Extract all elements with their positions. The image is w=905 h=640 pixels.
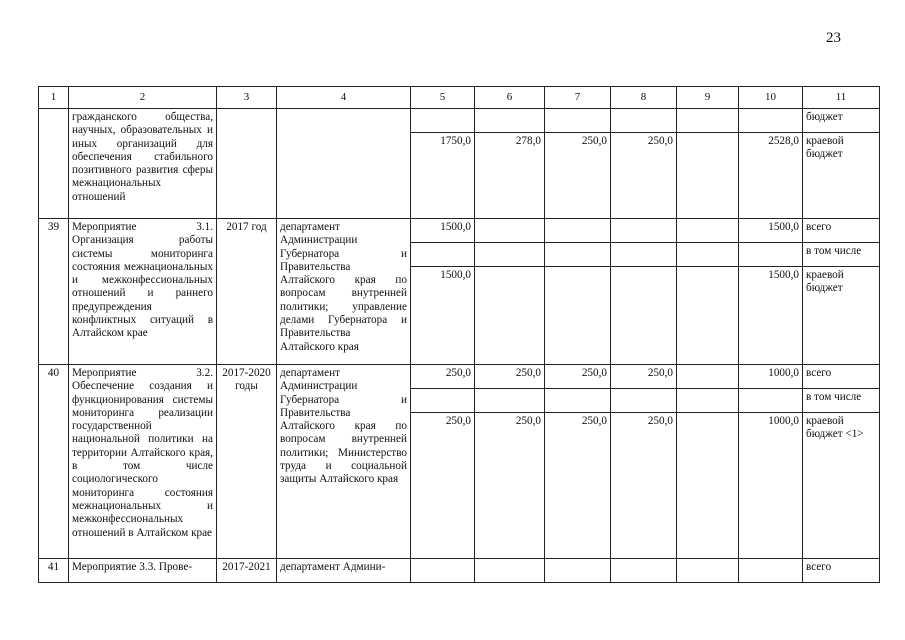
row-index-cell: [39, 109, 69, 219]
table-row: [39, 109, 880, 133]
value-cell: [545, 389, 611, 413]
column-header: 2: [69, 87, 217, 109]
table-row: [39, 219, 880, 243]
value-cell: [475, 109, 545, 133]
value-cell: 1500,0: [411, 267, 475, 365]
value-cell: [411, 389, 475, 413]
column-header: 10: [739, 87, 803, 109]
value-cell: 250,0: [611, 365, 677, 389]
value-cell: 250,0: [475, 413, 545, 559]
executor-cell: департамент Админи-: [277, 559, 411, 583]
value-cell: [611, 559, 677, 583]
value-cell: [677, 413, 739, 559]
funding-source-cell: краевой бюджет: [803, 267, 880, 365]
program-table: [38, 86, 880, 583]
value-cell: 1000,0: [739, 413, 803, 559]
table-row: [39, 365, 880, 389]
column-header: 4: [277, 87, 411, 109]
value-cell: [739, 389, 803, 413]
value-cell: [545, 243, 611, 267]
page-number: 23: [826, 30, 841, 46]
value-cell: [677, 109, 739, 133]
value-cell: [611, 243, 677, 267]
value-cell: [611, 219, 677, 243]
executor-cell: департамент Администрации Губернатора и Правительства Алтайского края по вопросам внутренней политики; Министерство труда и социальной защиты Алтайского края: [277, 365, 411, 559]
row-index-cell: 41: [39, 559, 69, 583]
value-cell: [677, 365, 739, 389]
value-cell: 250,0: [411, 365, 475, 389]
value-cell: [677, 389, 739, 413]
row-index-cell: 40: [39, 365, 69, 559]
value-cell: [545, 109, 611, 133]
value-cell: [677, 243, 739, 267]
funding-source-cell: всего: [803, 365, 880, 389]
value-cell: [475, 389, 545, 413]
measure-description: гражданского общества, научных, образовательных и иных организаций для обеспечения стабильного позитивного развития сферы межнациональных отношений: [69, 109, 217, 219]
value-cell: [677, 559, 739, 583]
value-cell: [611, 109, 677, 133]
value-cell: 250,0: [611, 133, 677, 219]
value-cell: [475, 559, 545, 583]
funding-source-cell: в том числе: [803, 243, 880, 267]
value-cell: 1000,0: [739, 365, 803, 389]
funding-source-cell: всего: [803, 219, 880, 243]
row-index-cell: 39: [39, 219, 69, 365]
funding-source-cell: всего: [803, 559, 880, 583]
measure-description: Мероприятие 3.1. Организация работы системы мониторинга состояния межнациональных и межконфессиональных отношений и раннего предупреждения конфликтных ситуаций в Алтайском крае: [69, 219, 217, 365]
value-cell: [677, 219, 739, 243]
value-cell: [739, 109, 803, 133]
funding-source-cell: краевой бюджет <1>: [803, 413, 880, 559]
value-cell: [545, 559, 611, 583]
column-header-row: [39, 87, 880, 109]
period-cell: 2017-2021: [217, 559, 277, 583]
column-header: 11: [803, 87, 880, 109]
value-cell: [475, 219, 545, 243]
funding-source-cell: бюджет: [803, 109, 880, 133]
value-cell: [677, 267, 739, 365]
value-cell: 250,0: [545, 133, 611, 219]
column-header: 3: [217, 87, 277, 109]
value-cell: 250,0: [411, 413, 475, 559]
value-cell: [411, 243, 475, 267]
column-header: 5: [411, 87, 475, 109]
value-cell: [411, 109, 475, 133]
funding-source-cell: в том числе: [803, 389, 880, 413]
value-cell: [739, 559, 803, 583]
value-cell: [611, 267, 677, 365]
measure-description: Мероприятие 3.2. Обеспечение создания и функционирования системы мониторинга реализации государственной национальной политики на территории Алтайского края, в том числе социологического мониторинга состояния межнациональных и межконфессиональных отношений в Алтайском крае: [69, 365, 217, 559]
value-cell: [611, 389, 677, 413]
value-cell: [545, 219, 611, 243]
column-header: 8: [611, 87, 677, 109]
value-cell: 250,0: [475, 365, 545, 389]
value-cell: 1750,0: [411, 133, 475, 219]
value-cell: 1500,0: [411, 219, 475, 243]
value-cell: [475, 243, 545, 267]
value-cell: 278,0: [475, 133, 545, 219]
period-cell: [217, 109, 277, 219]
funding-source-cell: краевой бюджет: [803, 133, 880, 219]
measure-description: Мероприятие 3.3. Прове-: [69, 559, 217, 583]
value-cell: [411, 559, 475, 583]
value-cell: [739, 243, 803, 267]
value-cell: 1500,0: [739, 267, 803, 365]
column-header: 6: [475, 87, 545, 109]
executor-cell: [277, 109, 411, 219]
value-cell: 1500,0: [739, 219, 803, 243]
value-cell: 250,0: [545, 365, 611, 389]
table-row: [39, 559, 880, 583]
period-cell: 2017 год: [217, 219, 277, 365]
value-cell: [545, 267, 611, 365]
period-cell: 2017-2020 годы: [217, 365, 277, 559]
value-cell: [677, 133, 739, 219]
value-cell: 250,0: [545, 413, 611, 559]
column-header: 7: [545, 87, 611, 109]
column-header: 1: [39, 87, 69, 109]
executor-cell: департамент Администрации Губернатора и Правительства Алтайского края по вопросам внутренней политики; управление делами Губернатора и Правительства Алтайского края: [277, 219, 411, 365]
value-cell: [475, 267, 545, 365]
value-cell: 2528,0: [739, 133, 803, 219]
column-header: 9: [677, 87, 739, 109]
value-cell: 250,0: [611, 413, 677, 559]
